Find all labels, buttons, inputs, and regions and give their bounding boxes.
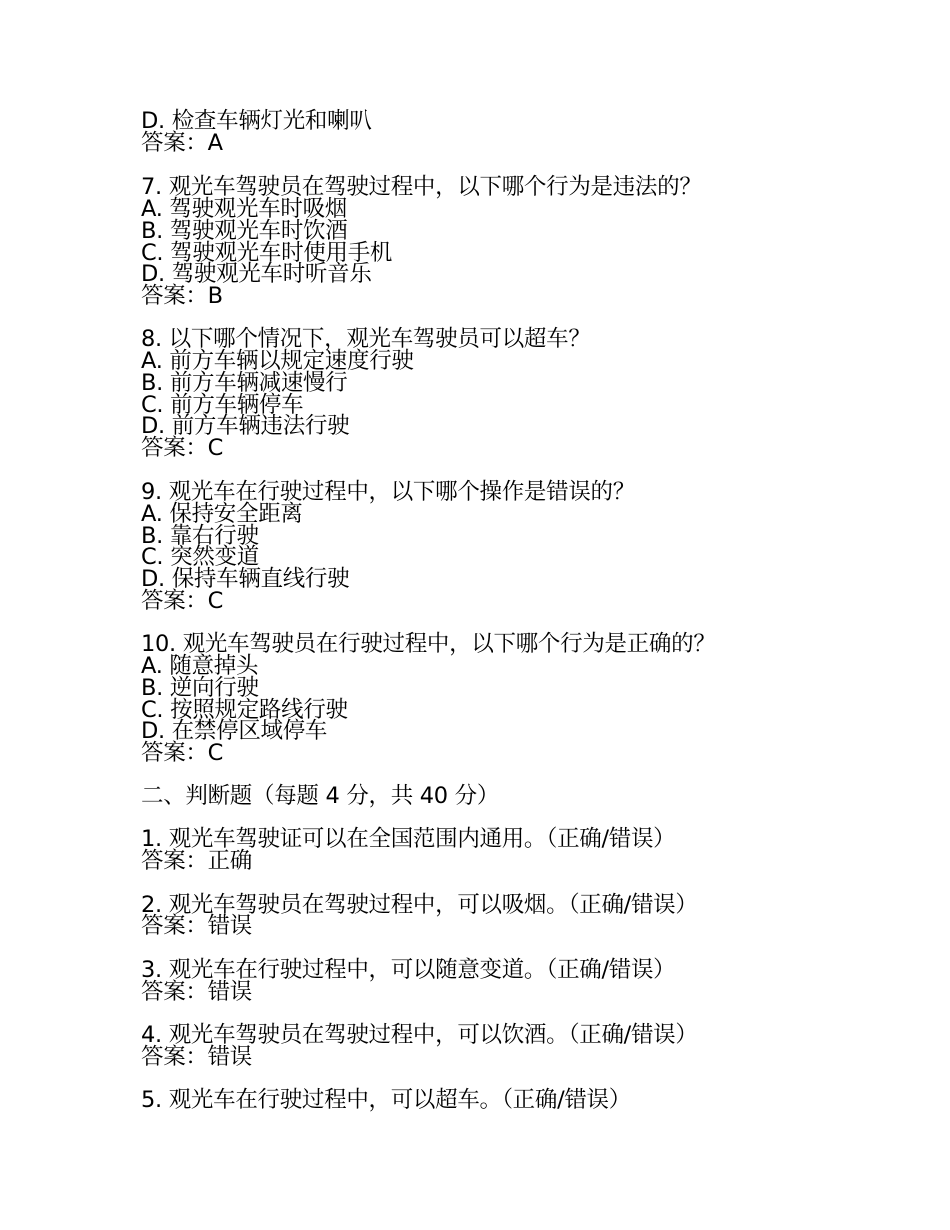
q9-option-b: B. 靠右行驶 — [141, 523, 259, 549]
q6-answer: 答案：A — [141, 130, 223, 156]
q6-option-d: D. 检查车辆灯光和喇叭 — [141, 108, 372, 134]
q10-option-b: B. 逆向行驶 — [141, 675, 259, 701]
tf2-answer: 答案：错误 — [141, 913, 253, 939]
q8-option-b: B. 前方车辆减速慢行 — [141, 370, 348, 396]
q9-question: 9. 观光车在行驶过程中，以下哪个操作是错误的？ — [141, 479, 635, 505]
tf4-answer: 答案：错误 — [141, 1044, 253, 1070]
tf1-question: 1. 观光车驾驶证可以在全国范围内通用。（正确/错误） — [141, 826, 676, 852]
tf3-question: 3. 观光车在行驶过程中，可以随意变道。（正确/错误） — [141, 957, 676, 983]
q7-question: 7. 观光车驾驶员在驾驶过程中，以下哪个行为是违法的？ — [141, 174, 702, 200]
q8-option-d: D. 前方车辆违法行驶 — [141, 413, 350, 439]
tf2-question: 2. 观光车驾驶员在驾驶过程中，可以吸烟。（正确/错误） — [141, 892, 698, 918]
q9-option-c: C. 突然变道 — [141, 544, 259, 570]
q10-question: 10. 观光车驾驶员在行驶过程中，以下哪个行为是正确的？ — [141, 631, 716, 657]
q7-option-b: B. 驾驶观光车时饮酒 — [141, 218, 348, 244]
q8-option-c: C. 前方车辆停车 — [141, 392, 304, 418]
q8-option-a: A. 前方车辆以规定速度行驶 — [141, 348, 414, 374]
tf5-question: 5. 观光车在行驶过程中，可以超车。（正确/错误） — [141, 1087, 631, 1113]
q7-option-a: A. 驾驶观光车时吸烟 — [141, 196, 348, 222]
tf4-question: 4. 观光车驾驶员在驾驶过程中，可以饮酒。（正确/错误） — [141, 1022, 698, 1048]
q7-option-c: C. 驾驶观光车时使用手机 — [141, 240, 393, 266]
q10-option-c: C. 按照规定路线行驶 — [141, 697, 348, 723]
q7-option-d: D. 驾驶观光车时听音乐 — [141, 261, 372, 287]
q7-answer: 答案：B — [141, 283, 223, 309]
q10-option-a: A. 随意掉头 — [141, 653, 259, 679]
tf1-answer: 答案：正确 — [141, 848, 253, 874]
q9-option-a: A. 保持安全距离 — [141, 501, 303, 527]
q10-option-d: D. 在禁停区域停车 — [141, 718, 328, 744]
section-two-heading: 二、判断题（每题 4 分，共 40 分） — [141, 783, 500, 809]
q9-answer: 答案：C — [141, 588, 224, 614]
q9-option-d: D. 保持车辆直线行驶 — [141, 566, 350, 592]
tf3-answer: 答案：错误 — [141, 979, 253, 1005]
q8-answer: 答案：C — [141, 435, 224, 461]
q8-question: 8. 以下哪个情况下，观光车驾驶员可以超车？ — [141, 326, 591, 352]
q10-answer: 答案：C — [141, 740, 224, 766]
